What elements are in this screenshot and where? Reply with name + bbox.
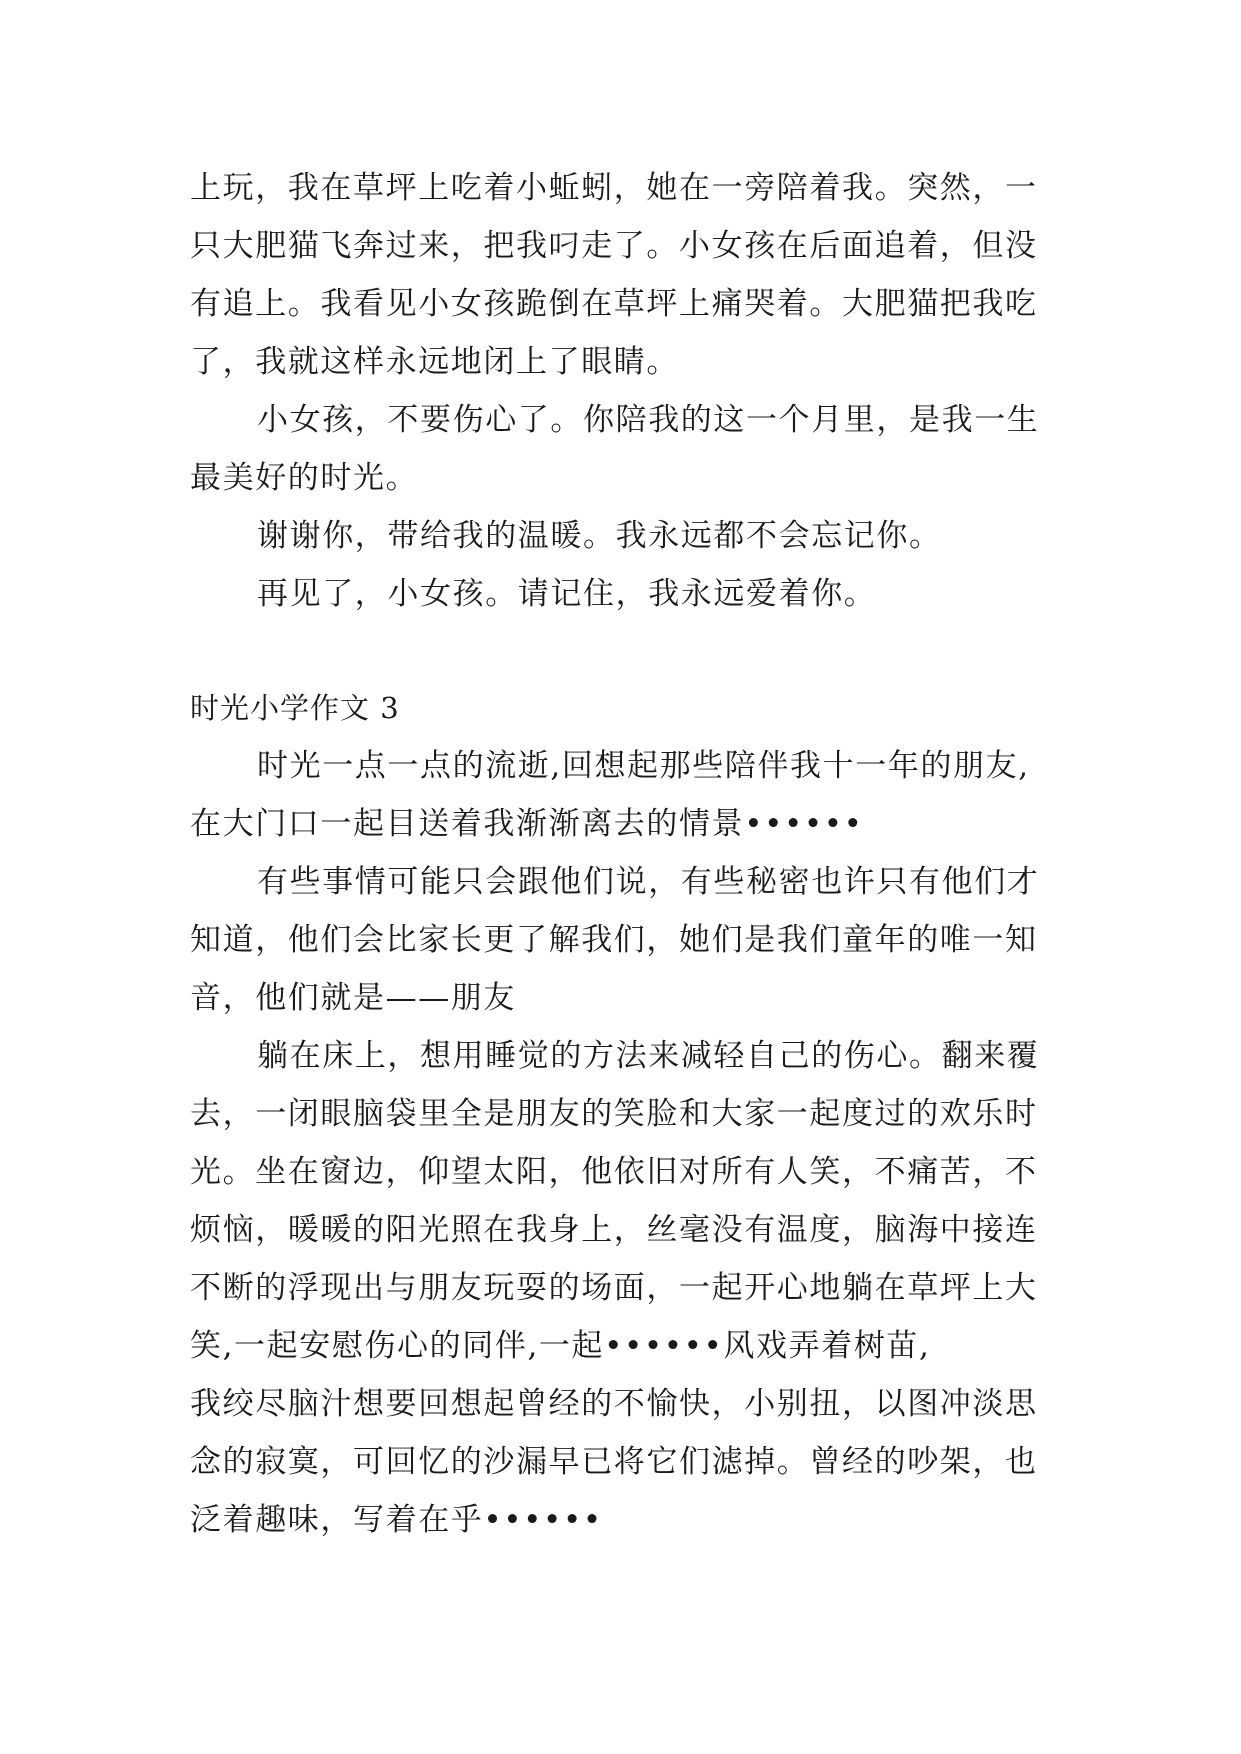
body-text-line: 不断的浮现出与朋友玩耍的场面，一起开心地躺在草坪上大 xyxy=(190,1270,1038,1306)
body-text-line: 音，他们就是——朋友 xyxy=(190,980,516,1016)
body-text-line: 最美好的时光。 xyxy=(190,460,419,496)
body-text-line: 去，一闭眼脑袋里全是朋友的笑脸和大家一起度过的欢乐时 xyxy=(190,1096,1038,1132)
body-text-line: 再见了，小女孩。请记住，我永远爱着你。 xyxy=(257,576,877,612)
body-text-line: 烦恼，暖暖的阳光照在我身上，丝毫没有温度，脑海中接连 xyxy=(190,1212,1038,1248)
body-text-line: 在大门口一起目送着我渐渐离去的情景•••••• xyxy=(190,806,864,842)
body-text-line: 躺在床上，想用睡觉的方法来减轻自己的伤心。翻来覆 xyxy=(257,1038,1040,1074)
body-text-line: 我绞尽脑汁想要回想起曾经的不愉快，小别扭，以图冲淡思 xyxy=(190,1386,1038,1422)
essay-title: 时光小学作文 3 xyxy=(190,691,400,725)
body-text-line: 光。坐在窗边，仰望太阳，他依旧对所有人笑，不痛苦，不 xyxy=(190,1154,1038,1190)
body-text-line: 上玩，我在草坪上吃着小蚯蚓，她在一旁陪着我。突然，一 xyxy=(190,170,1038,206)
body-text-line: 谢谢你，带给我的温暖。我永远都不会忘记你。 xyxy=(257,518,942,554)
body-text-line: 了，我就这样永远地闭上了眼睛。 xyxy=(190,344,679,380)
body-text-line: 有些事情可能只会跟他们说，有些秘密也许只有他们才 xyxy=(257,864,1040,900)
body-text-line: 只大肥猫飞奔过来，把我叼走了。小女孩在后面追着，但没 xyxy=(190,228,1038,264)
body-text-line: 小女孩，不要伤心了。你陪我的这一个月里，是我一生 xyxy=(257,402,1040,438)
body-text-line: 知道，他们会比家长更了解我们，她们是我们童年的唯一知 xyxy=(190,922,1038,958)
body-text-line: 泛着趣味，写着在乎•••••• xyxy=(190,1502,603,1538)
body-text-line: 有追上。我看见小女孩跪倒在草坪上痛哭着。大肥猫把我吃 xyxy=(190,286,1038,322)
body-text-line: 笑,一起安慰伤心的同伴,一起••••••风戏弄着树苗, xyxy=(190,1328,931,1364)
body-text-line: 念的寂寞，可回忆的沙漏早已将它们滤掉。曾经的吵架，也 xyxy=(190,1444,1038,1480)
body-text-line: 时光一点一点的流逝,回想起那些陪伴我十一年的朋友, xyxy=(257,748,1030,784)
